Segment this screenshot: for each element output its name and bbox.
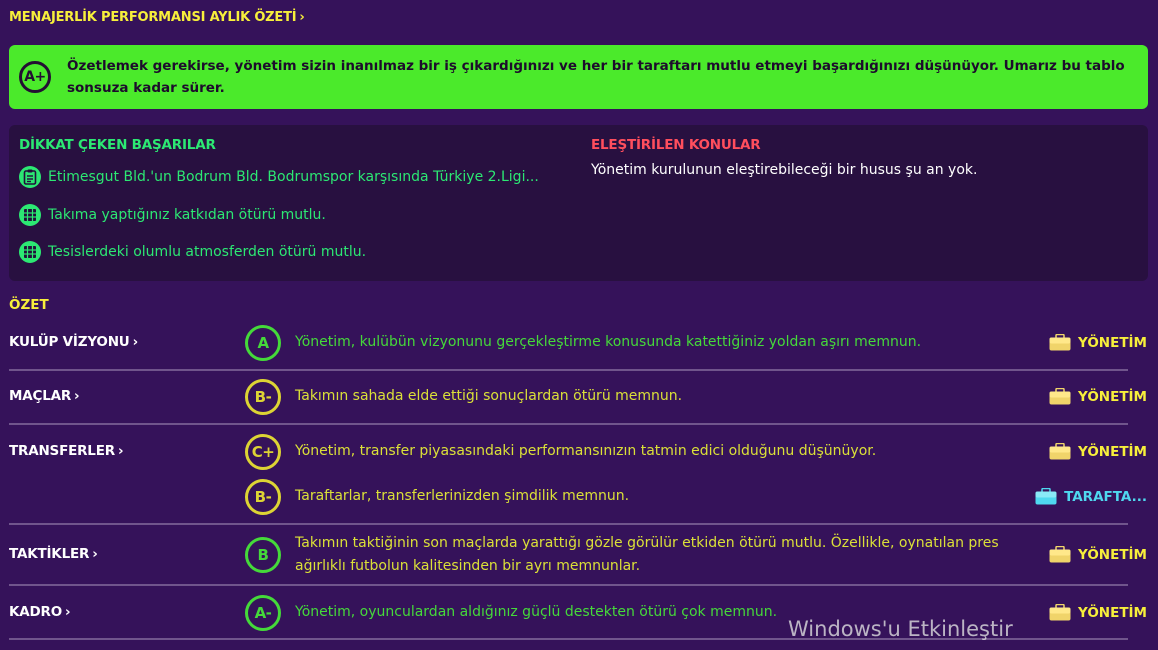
criticisms-heading: ELEŞTİRİLEN KONULAR [591,137,761,153]
achievement-text: Tesislerdeki olumlu atmosferden ötürü mutlu. [48,244,367,260]
row-description-line: ağırlıklı futbolun kalitesinden bir ayrı memnunlar. [295,558,641,574]
source-label: YÖNETİM [1078,388,1147,405]
row-label-squad[interactable] [9,604,70,620]
divider [9,423,1128,425]
briefcase-icon [1049,334,1071,351]
source-board-link[interactable] [1049,388,1147,405]
chevron-right-icon: › [65,604,71,620]
source-label: YÖNETİM [1078,443,1147,460]
activation-watermark: Windows'u Etkinleştir [788,617,1013,641]
grade-badge: B- [245,379,281,415]
row-label-text: KULÜP VİZYONU [9,334,130,350]
grade-badge: B [245,537,281,573]
row-description: Taraftarlar, transferlerinizden şimdilik memnun. [295,488,630,504]
divider [9,584,1128,586]
briefcase-icon [1049,604,1071,621]
row-label-text: TRANSFERLER [9,443,115,459]
source-label: YÖNETİM [1078,604,1147,621]
page-title-link[interactable] [9,10,305,25]
briefcase-icon [1049,546,1071,563]
overall-grade-badge: A+ [19,61,51,93]
row-label-text: MAÇLAR [9,388,72,404]
row-label-text: KADRO [9,604,62,620]
chevron-right-icon: › [117,443,124,459]
overall-verdict-text: Özetlemek gerekirse, yönetim sizin inanılmaz bir iş çıkardığınızı ve her bir taraftarı mutlu etmeyi başardığınızı düşünüyor. Umarız bu tablo sonsuza kadar sürer. [67,58,1125,96]
source-board-link[interactable] [1049,604,1147,621]
row-description: Yönetim, transfer piyasasındaki performansınızın tatmin edici olduğunu düşünüyor. [295,443,877,459]
briefcase-icon [1049,388,1071,405]
summary-heading: ÖZET [9,297,49,313]
achievement-item [19,204,579,226]
grade-badge: A- [245,595,281,631]
row-description [295,532,999,578]
row-label-club-vision[interactable] [9,334,138,350]
divider [9,523,1128,525]
chevron-right-icon: › [132,334,138,350]
grade-badge: B- [245,479,281,515]
stadium-icon [19,204,41,226]
source-label: TARAFTA... [1064,488,1147,505]
achievement-item [19,166,579,188]
achievement-item [19,241,579,263]
stadium-icon [19,241,41,263]
criticisms-text: Yönetim kurulunun eleştirebileceği bir husus şu an yok. [591,162,978,178]
row-label-matches[interactable] [9,388,79,404]
divider [9,369,1128,371]
achievement-text: Takıma yaptığınız katkıdan ötürü mutlu. [48,207,326,223]
row-description: Yönetim, kulübün vizyonunu gerçekleştirme konusunda katettiğiniz yoldan aşırı memnun. [295,334,922,350]
clipboard-icon [19,166,41,188]
highlights-panel [9,125,1148,281]
briefcase-icon [1049,443,1071,460]
row-label-text: TAKTİKLER [9,546,90,562]
row-description: Takımın sahada elde ettiği sonuçlardan ötürü memnun. [295,388,683,404]
source-fans-link[interactable] [1035,488,1147,505]
page-title-text: MENAJERLİK PERFORMANSI AYLIK ÖZETİ [9,10,297,25]
source-board-link[interactable] [1049,334,1147,351]
chevron-right-icon: › [92,546,98,562]
row-description: Yönetim, oyunculardan aldığınız güçlü destekten ötürü çok memnun. [295,604,778,620]
briefcase-icon [1035,488,1057,505]
achievement-text: Etimesgut Bld.'un Bodrum Bld. Bodrumspor karşısında Türkiye 2.Ligi... [48,169,539,185]
grade-badge: A [245,325,281,361]
grade-badge: C+ [245,434,281,470]
row-description-line: Takımın taktiğinin son maçlarda yarattığı gözle görülür etkiden ötürü mutlu. Özellikle, oynatılan pres [295,535,999,551]
achievements-heading: DİKKAT ÇEKEN BAŞARILAR [19,137,216,153]
source-board-link[interactable] [1049,443,1147,460]
chevron-right-icon: › [299,10,305,25]
source-label: YÖNETİM [1078,334,1147,351]
row-label-transfers[interactable] [9,443,123,459]
overall-verdict-banner [9,45,1148,109]
source-label: YÖNETİM [1078,546,1147,563]
source-board-link[interactable] [1049,546,1147,563]
chevron-right-icon: › [74,388,80,404]
row-label-tactics[interactable] [9,546,98,562]
